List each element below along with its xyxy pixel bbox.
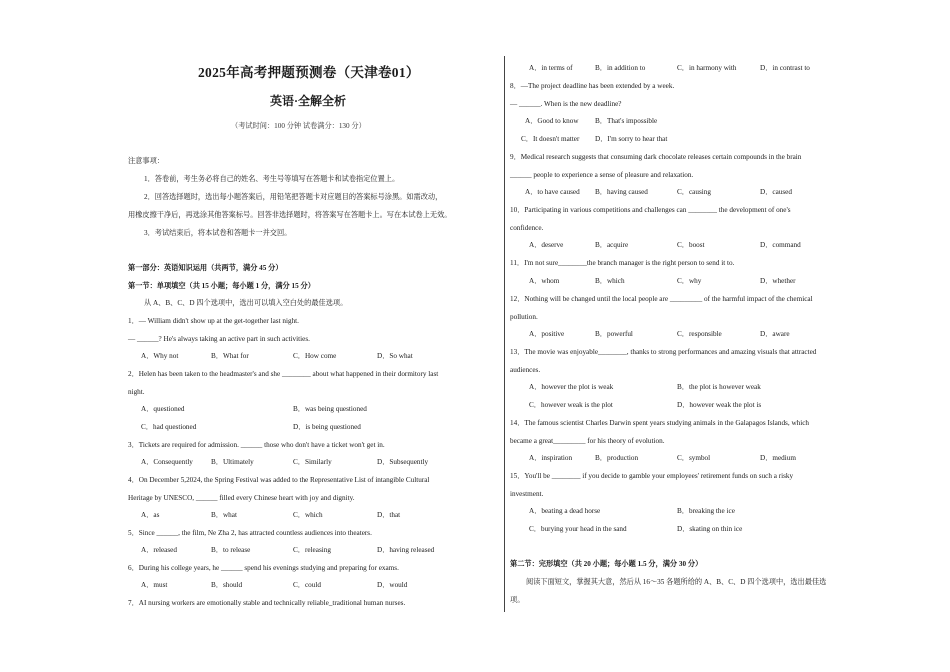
question-text: 15．You'll be ________ if you decide to gamble your employees' retirement funds on such a risky [510, 472, 794, 480]
question-text: 4．On December 5,2024, the Spring Festival was added to the Representative List of intangible Cultural [128, 476, 430, 484]
option: C．had questioned [141, 423, 197, 431]
option: D．having released [377, 546, 435, 554]
option: B．should [211, 581, 243, 589]
option: D．I'm sorry to hear that [595, 135, 668, 143]
option: C．why [677, 277, 702, 285]
option: C．releasing [293, 546, 331, 554]
question-text: night. [128, 388, 145, 396]
option: B．powerful [595, 330, 633, 338]
option: B．having caused [595, 188, 648, 196]
option: A．must [141, 581, 168, 589]
option: C．Similarly [293, 458, 332, 466]
section2-heading: 第二节：完形填空（共 20 小题；每小题 1.5 分，满分 30 分） [510, 560, 703, 568]
note-item: 2．回答选择题时，选出每小题答案后，用铅笔把答题卡对应题目的答案标号涂黑。如需改动， [144, 193, 443, 201]
option: A．Why not [141, 352, 179, 360]
question-text: pollution. [510, 313, 538, 321]
option: C．responsible [677, 330, 722, 338]
option: B．to release [211, 546, 251, 554]
option: B．acquire [595, 241, 629, 249]
option: A．deserve [529, 241, 564, 249]
right-column [510, 0, 880, 672]
option: D．however weak the plot is [677, 401, 762, 409]
column-divider [504, 56, 505, 612]
notes-heading: 注意事项： [128, 157, 164, 165]
option: A．Good to know [525, 117, 579, 125]
option: D．So what [377, 352, 413, 360]
option: B．production [595, 454, 639, 462]
section2-instruction: 阅读下面短文，掌握其大意，然后从 16～35 各题所给的 A、B、C、D 四个选项中，选出最佳选 [526, 578, 827, 586]
option: C．causing [677, 188, 711, 196]
section1-heading: 第一节：单项填空（共 15 小题；每小题 1 分，满分 15 分） [128, 282, 315, 290]
option: A．to have caused [525, 188, 580, 196]
option: C．burying your head in the sand [529, 525, 627, 533]
option: C．which [293, 511, 323, 519]
option: D．is being questioned [293, 423, 361, 431]
option: B．which [595, 277, 625, 285]
question-text: — ______? He's always taking an active part in such activities. [128, 335, 310, 343]
question-text: 6．During his college years, he ______ spend his evenings studying and preparing for exams. [128, 564, 399, 572]
question-text: 12．Nothing will be changed until the local people are _________ of the harmful impact of the chemical [510, 295, 813, 303]
option: B．was being questioned [293, 405, 367, 413]
question-text: 11．I'm not sure________the branch manager is the right person to send it to. [510, 259, 735, 267]
question-text: 1．— William didn't show up at the get-together last night. [128, 317, 299, 325]
option: C．in harmony with [677, 64, 737, 72]
option: A．whom [529, 277, 560, 285]
option: D．medium [760, 454, 796, 462]
section2-instruction: 项。 [510, 596, 525, 604]
option: B．Ultimately [211, 458, 254, 466]
part1-heading: 第一部分：英语知识运用（共两节，满分 45 分） [128, 264, 283, 272]
option: D．in contrast to [760, 64, 810, 72]
option: C．boost [677, 241, 705, 249]
option: A．as [141, 511, 160, 519]
question-text: Heritage by UNESCO, ______ filled every Chinese heart with joy and dignity. [128, 494, 355, 502]
note-item: 3．考试结束后，将本试卷和答题卡一并交回。 [144, 229, 292, 237]
question-text: ______ people to experience a sense of pleasure and relaxation. [510, 171, 694, 179]
question-text: 8．—The project deadline has been extended by a week. [510, 82, 675, 90]
option: D．command [760, 241, 801, 249]
option: B．in addition to [595, 64, 646, 72]
question-text: 9．Medical research suggests that consuming dark chocolate releases certain compounds in the brain [510, 153, 802, 161]
question-text: confidence. [510, 224, 544, 232]
option: B．what [211, 511, 237, 519]
option: B．What for [211, 352, 249, 360]
option: D．that [377, 511, 401, 519]
option: D．Subsequently [377, 458, 429, 466]
question-text: 7．AI nursing workers are emotionally stable and technically reliable ̲ traditional human nurses. [128, 599, 406, 607]
question-text: — ______. When is the new deadline? [510, 100, 622, 108]
option: B．the plot is however weak [677, 383, 761, 391]
question-text: 2．Helen has been taken to the headmaster's and she ________ about what happened in their dormitory last [128, 370, 439, 378]
option: C．It doesn't matter [521, 135, 580, 143]
option: C．How come [293, 352, 337, 360]
option: D．skating on thin ice [677, 525, 743, 533]
option: A．positive [529, 330, 565, 338]
option: B．That's impossible [595, 117, 658, 125]
option: D．caused [760, 188, 792, 196]
option: A．questioned [141, 405, 185, 413]
option: B．breaking the ice [677, 507, 735, 515]
option: D．aware [760, 330, 790, 338]
option: A．beating a dead horse [529, 507, 601, 515]
question-text: 10．Participating in various competitions and challenges can ________ the development of one's [510, 206, 791, 214]
option: A．released [141, 546, 177, 554]
question-text: 5．Since ______, the film, Ne Zha 2, has attracted countless audiences into theaters. [128, 529, 372, 537]
exam-meta: （考试时间：100 分钟 试卷满分：130 分） [231, 122, 366, 130]
option: A．inspiration [529, 454, 573, 462]
option: D．whether [760, 277, 796, 285]
option: C．could [293, 581, 321, 589]
option: A．in terms of [529, 64, 573, 72]
option: A．Consequently [141, 458, 193, 466]
option: C．symbol [677, 454, 711, 462]
question-text: 14．The famous scientist Charles Darwin spent years studying animals in the Galapagos Islands, which [510, 419, 810, 427]
question-text: audiences. [510, 366, 541, 374]
note-item: 1．答卷前，考生务必将自己的姓名、考生号等填写在答题卡和试卷指定位置上。 [144, 175, 400, 183]
option: A．however the plot is weak [529, 383, 614, 391]
page-title: 2025年高考押题预测卷（天津卷01） [198, 65, 420, 80]
question-text: 13．The movie was enjoyable________, thanks to strong performances and amazing visuals that attracted [510, 348, 817, 356]
question-text: became a great_________ for his theory of evolution. [510, 437, 665, 445]
page-subtitle: 英语·全解全析 [270, 94, 347, 108]
note-item: 用橡皮擦干净后，再选涂其他答案标号。回答非选择题时，将答案写在答题卡上。写在本试卷上无效。 [128, 211, 452, 219]
option: C．however weak is the plot [529, 401, 613, 409]
left-column [128, 0, 498, 672]
section1-instruction: 从 A、B、C、D 四个选项中，选出可以填入空白处的最佳选项。 [144, 299, 348, 307]
question-text: 3．Tickets are required for admission. ______ those who don't have a ticket won't get in. [128, 441, 385, 449]
option: D．would [377, 581, 408, 589]
question-text: investment. [510, 490, 544, 498]
